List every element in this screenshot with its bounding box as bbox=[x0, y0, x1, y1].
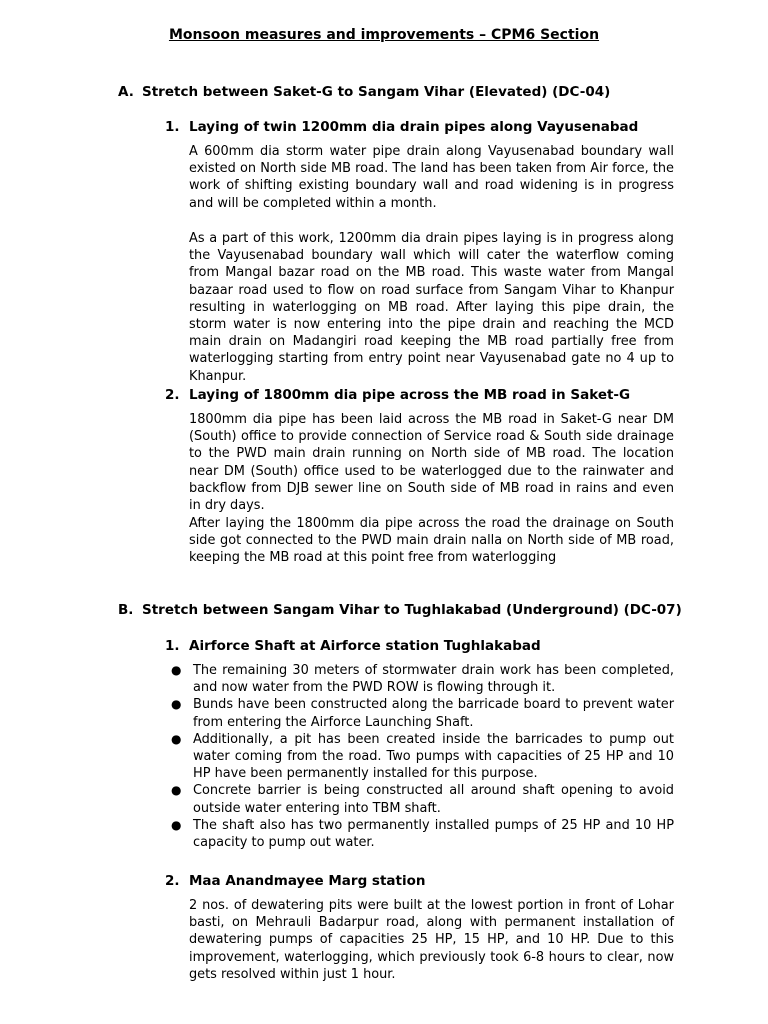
document-title: Monsoon measures and improvements – CPM6 Section bbox=[168, 27, 600, 43]
section-a-item2-title: Laying of 1800mm dia pipe across the MB road in Saket-G bbox=[189, 387, 631, 403]
section-a-item2-paragraph-2: After laying the 1800mm dia pipe across the road the drainage on South side got connected to the PWD main drain nalla on North side of MB road, keeping the MB road at this point free from waterlogging bbox=[189, 516, 674, 566]
bullet-dot-icon: ● bbox=[171, 663, 182, 677]
bullet-item: ● Concrete barrier is being constructed all around shaft opening to avoid outside water entering into TBM shaft. bbox=[171, 783, 674, 816]
bullet-dot-icon: ● bbox=[171, 731, 182, 746]
section-a-heading bbox=[118, 84, 610, 100]
section-b-item1-number: 1. bbox=[165, 638, 180, 654]
section-b-item2-heading bbox=[165, 873, 426, 889]
bullet-item: ● The shaft also has two permanently installed pumps of 25 HP and 10 HP capacity to pump out water. bbox=[171, 817, 674, 851]
section-b-item1-bullet-list bbox=[165, 662, 674, 851]
section-a-item1-number: 1. bbox=[165, 119, 180, 135]
bullet-dot-icon: ● bbox=[171, 783, 182, 798]
section-a-item2-paragraph-1: 1800mm dia pipe has been laid across the MB road in Saket-G near DM (South) office to provide connection of Service road & South side drainage to the PWD main drain running on North side of MB road. The location near DM (South) office used to be waterlogged due to the rainwater and backflow from DJB sewer line on South side of MB road in rains and even in dry days. bbox=[189, 412, 674, 514]
section-b-heading bbox=[118, 602, 682, 618]
bullet-dot-icon: ● bbox=[171, 817, 182, 832]
section-b-item1-title: Airforce Shaft at Airforce station Tughlakabad bbox=[189, 638, 541, 654]
section-a-item1-title: Laying of twin 1200mm dia drain pipes along Vayusenabad bbox=[189, 119, 639, 135]
section-a-item1-paragraph-1: A 600mm dia storm water pipe drain along Vayusenabad boundary wall existed on North side MB road. The land has been taken from Air force, the work of shifting existing boundary wall and road widening is in progress and will be completed within a month. bbox=[189, 144, 674, 211]
section-a-item1-heading bbox=[165, 119, 638, 135]
section-b-item2-number: 2. bbox=[165, 873, 180, 889]
bullet-item: ● Additionally, a pit has been created inside the barricades to pump out water coming from the road. Two pumps with capacities of 25 HP and 10 HP have been permanently installed for this purpose. bbox=[171, 731, 674, 782]
bullet-dot-icon: ● bbox=[171, 697, 182, 712]
section-b-item1-heading bbox=[165, 638, 541, 654]
section-a-letter: A. bbox=[118, 84, 134, 100]
section-b-title: Stretch between Sangam Vihar to Tughlakabad (Underground) (DC-07) bbox=[142, 602, 682, 618]
section-b-letter: B. bbox=[118, 602, 134, 618]
section-b-item2-paragraph-1: 2 nos. of dewatering pits were built at the lowest portion in front of Lohar basti, on Mehrauli Badarpur road, along with permanent installation of dewatering pumps of capacities 25 HP, 15 HP, and 10 HP. Due to this improvement, waterlogging, which previously took 6-8 hours to clear, now gets resolved within just 1 hour. bbox=[189, 898, 674, 982]
section-b-item2-title: Maa Anandmayee Marg station bbox=[189, 873, 426, 889]
bullet-item: ● The remaining 30 meters of stormwater drain work has been completed, and now water from the PWD ROW is flowing through it. bbox=[171, 663, 674, 696]
bullet-item: ● Bunds have been constructed along the barricade board to prevent water from entering the Airforce Launching Shaft. bbox=[171, 697, 674, 730]
section-a-title: Stretch between Saket-G to Sangam Vihar (Elevated) (DC-04) bbox=[142, 84, 611, 100]
section-a-item1-paragraph-2: As a part of this work, 1200mm dia drain pipes laying is in progress along the Vayusenabad boundary wall which will cater the waterflow coming from Mangal bazar road on the MB road. This waste water from Mangal bazaar road used to flow on road surface from Sangam Vihar to Khanpur resulting in waterlogging on MB road. After laying this pipe drain, the storm water is now entering into the pipe drain and reaching the MCD main drain on Madangiri road keeping the MB road partially free from waterlogging starting from entry point near Vayusenabad gate no 4 up to Khanpur. bbox=[189, 231, 674, 384]
section-a-item2-number: 2. bbox=[165, 387, 180, 403]
section-a-item2-heading bbox=[165, 387, 630, 403]
